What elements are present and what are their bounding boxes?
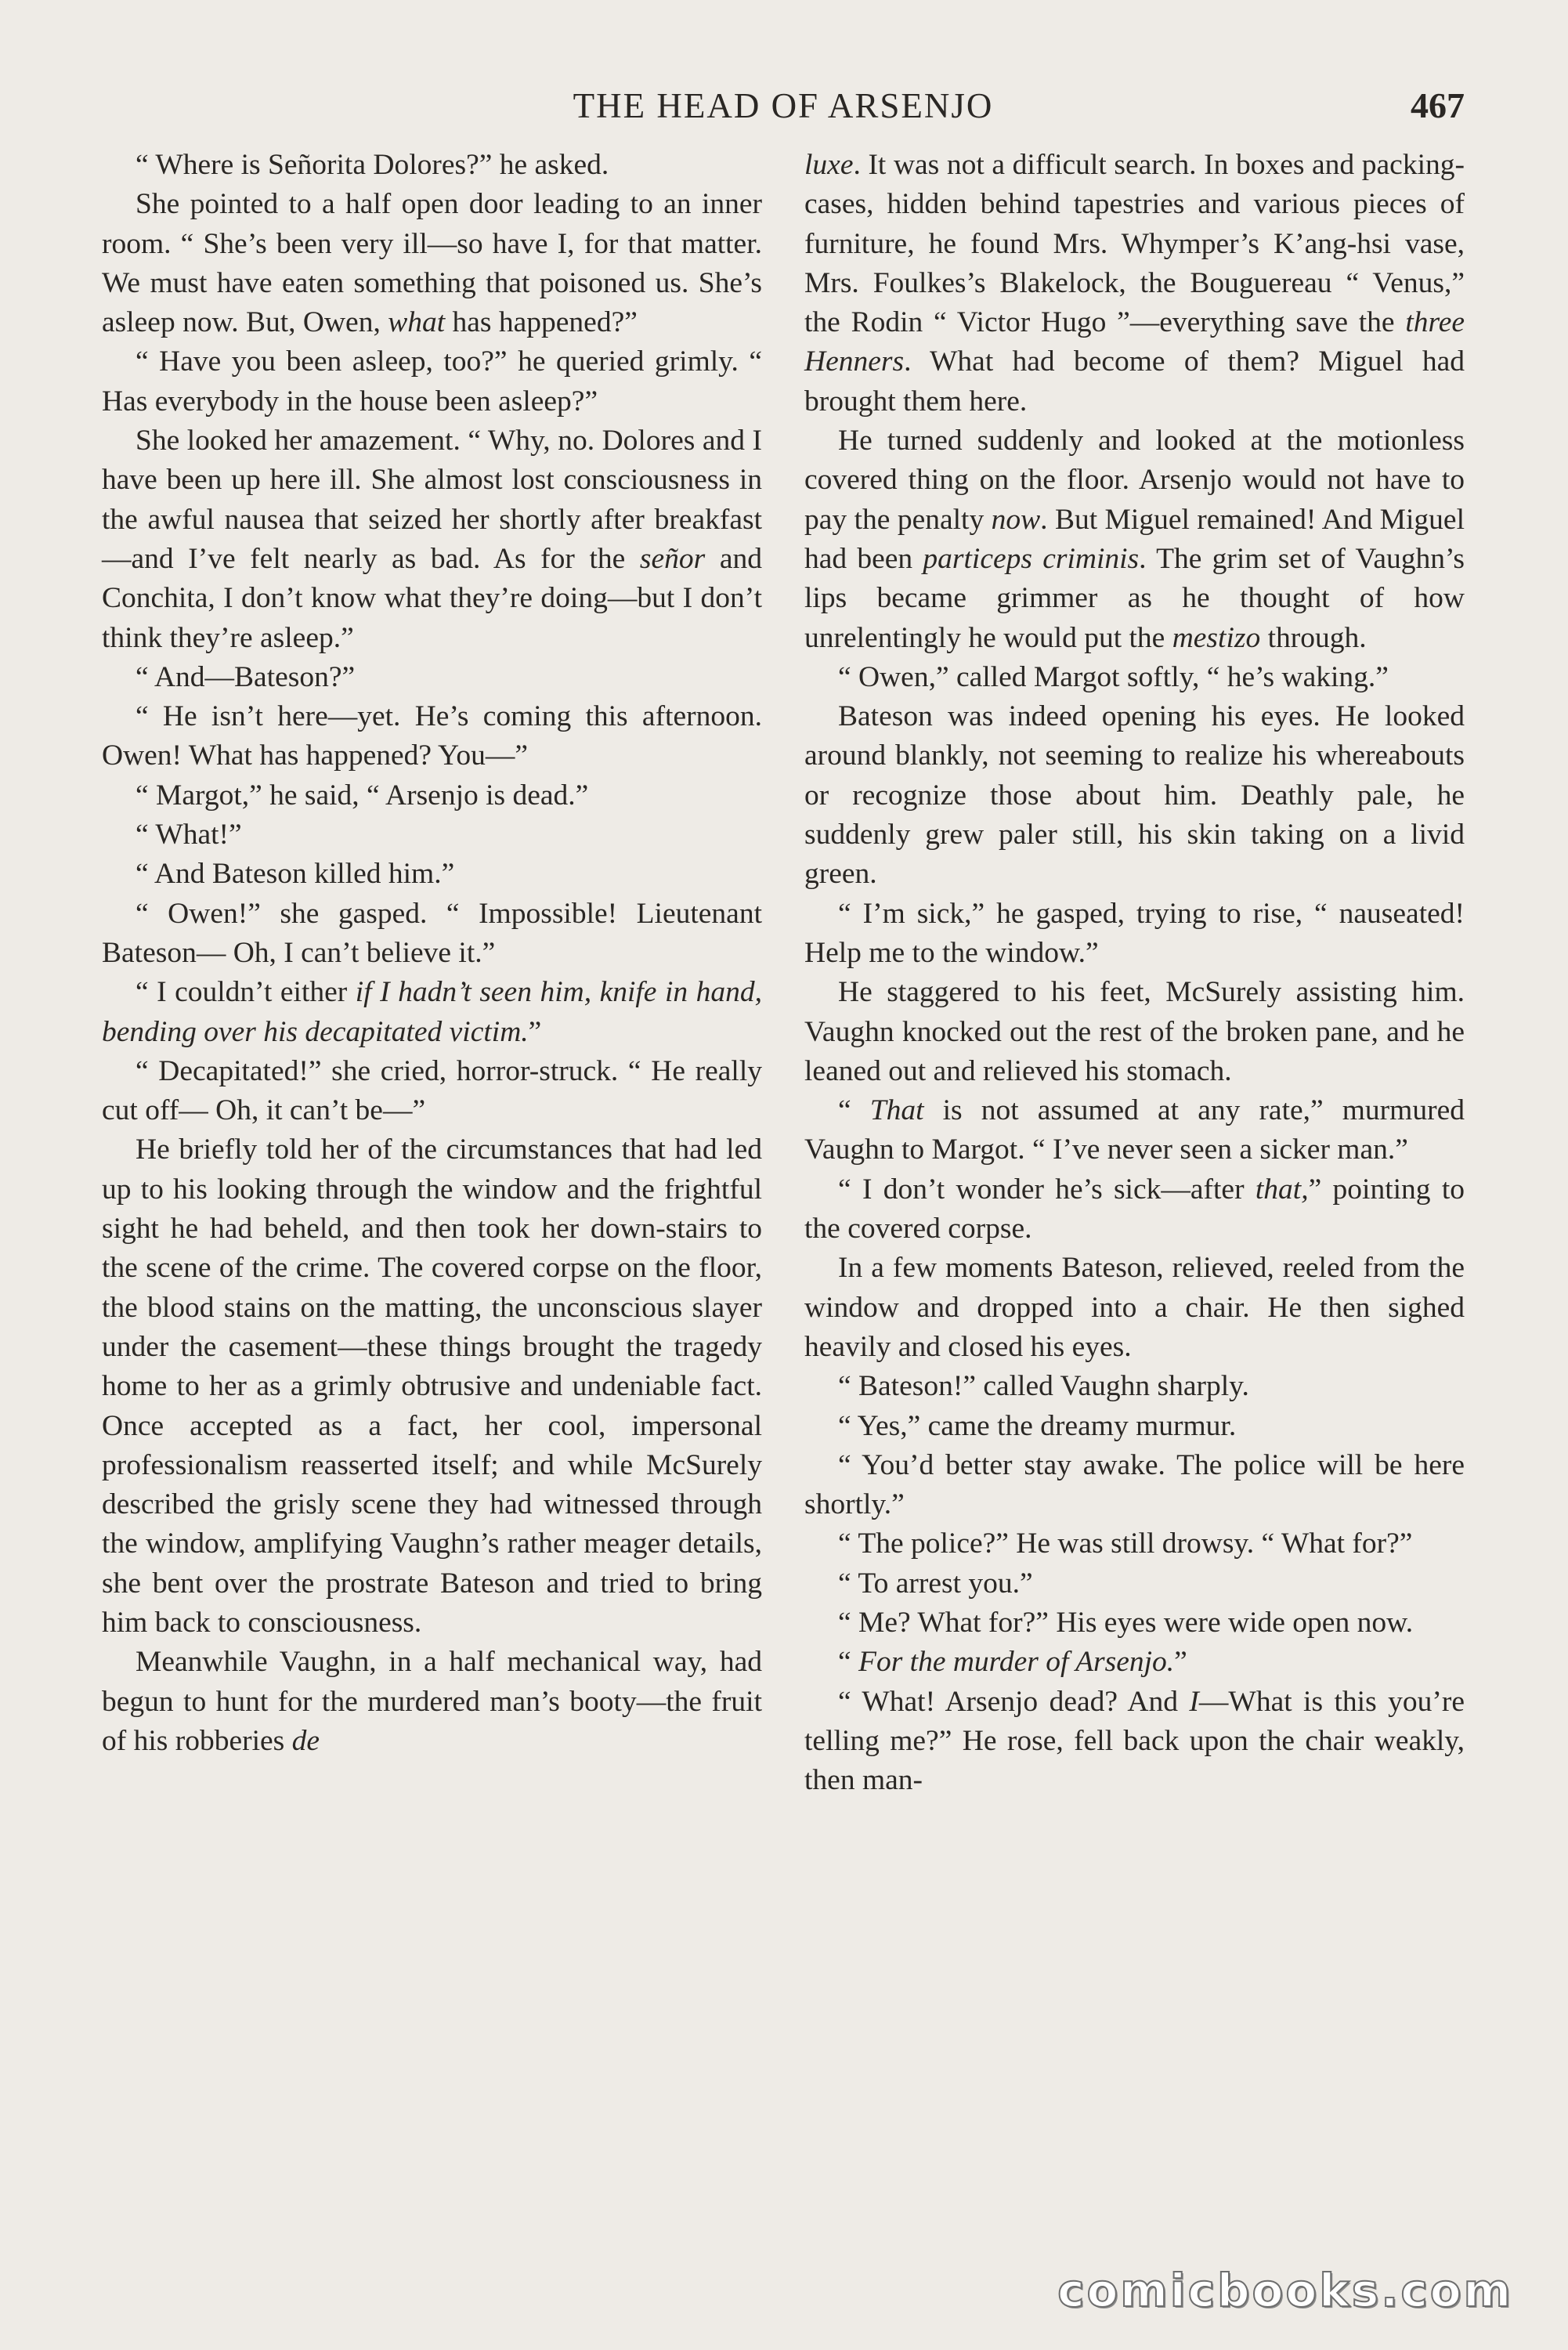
- paragraph: [804, 1367, 1465, 1406]
- watermark-logo: comicbooks.com: [1057, 2264, 1513, 2317]
- italic-text: luxe: [804, 149, 854, 181]
- text-run: and Conchita, I don’t know what they’re doing—but I don’t think they’re asleep.”: [102, 542, 762, 654]
- paragraph: [102, 895, 762, 974]
- text-run: has happened?”: [445, 306, 638, 339]
- text-run: He briefly told her of the circumstances that had led up to his looking through the window and the frightful sight he had beheld, and then took her down-stairs to the scene of the crime. The covered corpse on the floor, the blood stains on the matting, the unconscious slayer under the casement—these things brought the tragedy home to her as a grimly obtrusive and undeniable fact. Once accepted as a fact, her cool, impersonal professionalism reasserted itself; and while McSurely described the grisly scene they had witnessed through the window, amplifying Vaughn’s rather meager details, she bent over the prostrate Bateson and tried to bring him back to consciousness.: [102, 1133, 762, 1639]
- text-run: “ Margot,” he said, “ Arsenjo is dead.”: [135, 779, 589, 812]
- text-run: “ Decapitated!” she cried, horror-struck. “ He really cut off— Oh, it can’t be—”: [102, 1054, 762, 1127]
- text-run: ”: [528, 1015, 542, 1048]
- text-run: Meanwhile Vaughn, in a half mechanical way, had begun to hunt for the murdered man’s booty—the fruit of his robberies: [102, 1646, 762, 1757]
- paragraph: [102, 973, 762, 1052]
- text-run: “: [838, 1094, 870, 1127]
- text-run: ” pointing to the covered corpse.: [804, 1173, 1465, 1246]
- text-run: ”: [1174, 1646, 1187, 1679]
- paragraph: [804, 1249, 1465, 1367]
- paragraph: [102, 815, 762, 855]
- text-run: Bateson was indeed opening his eyes. He looked around blankly, not seeming to realize his whereabouts or recognize those about him. Deathly pale, he suddenly grew paler still, his skin taking on a livid green.: [804, 700, 1465, 891]
- paragraph: [804, 658, 1465, 697]
- paragraph: [804, 1446, 1465, 1525]
- paragraph: [804, 1407, 1465, 1446]
- italic-text: now: [991, 503, 1041, 536]
- paragraph: [804, 1524, 1465, 1564]
- paragraph: [102, 697, 762, 776]
- text-run: “ Owen,” called Margot softly, “ he’s waking.”: [838, 660, 1389, 693]
- paragraph: [804, 1564, 1465, 1603]
- text-run: “ What! Arsenjo dead? And: [838, 1685, 1190, 1718]
- paragraph: [804, 1091, 1465, 1170]
- page-header: [102, 78, 1465, 133]
- text-run: In a few moments Bateson, relieved, reeled from the window and dropped into a chair. He then sighed heavily and closed his eyes.: [804, 1252, 1465, 1363]
- text-run: “: [838, 1646, 859, 1679]
- text-run: is not assumed at any rate,” murmured Vaughn to Margot. “ I’ve never seen a sicker man.”: [804, 1094, 1465, 1166]
- paragraph: [102, 776, 762, 815]
- paragraph: [102, 185, 762, 342]
- text-run: “ I don’t wonder he’s sick—after: [838, 1173, 1255, 1206]
- text-run: “ Where is Señorita Dolores?” he asked.: [135, 149, 609, 181]
- text-run: . But Miguel remained! And Miguel had been: [804, 503, 1465, 575]
- text-run: He turned suddenly and looked at the motionless covered thing on the floor. Arsenjo would not have to pay the penalty: [804, 425, 1465, 536]
- italic-text: I: [1189, 1685, 1199, 1718]
- text-run: “ What!”: [135, 819, 242, 851]
- italic-text: what: [388, 306, 446, 339]
- italic-text: that,: [1255, 1173, 1309, 1206]
- paragraph: [102, 658, 762, 697]
- paragraph: [102, 855, 762, 894]
- text-run: . What had become of them? Miguel had brought them here.: [804, 345, 1465, 418]
- text-columns: [102, 146, 1465, 2276]
- paragraph: [804, 146, 1465, 421]
- text-run: She pointed to a half open door leading to an inner room. “ She’s been very ill—so have I, for that matter. We must have eaten something that poisoned us. She’s asleep now. But, Owen,: [102, 188, 762, 339]
- paragraph: [102, 146, 762, 185]
- paragraph: [102, 421, 762, 658]
- page-number: 467: [1411, 85, 1465, 125]
- text-run: “ Owen!” she gasped. “ Impossible! Lieutenant Bateson— Oh, I can’t believe it.”: [102, 897, 762, 969]
- italic-text: if I hadn’t seen him, knife in hand, bending over his decapitated victim.: [102, 976, 762, 1048]
- text-run: “ The police?” He was still drowsy. “ What for?”: [838, 1528, 1413, 1560]
- text-run: “ Have you been asleep, too?” he queried grimly. “ Has everybody in the house been asleep?”: [102, 345, 762, 418]
- italic-text: mestizo: [1172, 621, 1261, 654]
- text-run: “ And—Bateson?”: [135, 660, 356, 693]
- running-title: THE HEAD OF ARSENJO: [573, 86, 994, 125]
- text-run: “ Yes,” came the dreamy murmur.: [838, 1409, 1237, 1442]
- text-run: . The grim set of Vaughn’s lips became grimmer as he thought of how unrelentingly he would put the: [804, 542, 1465, 654]
- italic-text: señor: [639, 542, 706, 575]
- paragraph: [804, 895, 1465, 974]
- text-run: “ I couldn’t either: [135, 976, 356, 1009]
- text-run: —What is this you’re telling me?” He rose, fell back upon the chair weakly, then man-: [804, 1685, 1465, 1797]
- paragraph: [804, 1683, 1465, 1801]
- italic-text: three Henners: [804, 306, 1465, 378]
- text-run: “ You’d better stay awake. The police will be here shortly.”: [804, 1448, 1465, 1521]
- paragraph: [804, 1170, 1465, 1249]
- text-run: He staggered to his feet, McSurely assisting him. Vaughn knocked out the rest of the broken pane, and he leaned out and relieved his stomach.: [804, 976, 1465, 1087]
- italic-text: particeps criminis: [923, 542, 1140, 575]
- italic-text: That: [869, 1094, 924, 1127]
- text-run: through.: [1260, 621, 1367, 654]
- italic-text: For the murder of Arsenjo.: [858, 1646, 1175, 1679]
- paragraph: [804, 1643, 1465, 1682]
- paragraph: [102, 342, 762, 421]
- text-run: “ I’m sick,” he gasped, trying to rise, “ nauseated! Help me to the window.”: [804, 897, 1465, 969]
- left-column: [102, 146, 762, 2276]
- text-run: She looked her amazement. “ Why, no. Dolores and I have been up here ill. She almost lost consciousness in the awful nausea that seized her shortly after breakfast —and I’ve felt nearly as bad. As for the: [102, 425, 762, 575]
- text-run: “ And Bateson killed him.”: [135, 858, 455, 891]
- paragraph: [102, 1643, 762, 1761]
- right-column: [804, 146, 1465, 2276]
- italic-text: de: [291, 1724, 320, 1757]
- text-run: “ Bateson!” called Vaughn sharply.: [838, 1370, 1249, 1403]
- paragraph: [804, 1603, 1465, 1643]
- text-run: “ To arrest you.”: [838, 1567, 1033, 1600]
- text-run: . It was not a difficult search. In boxes and packing-cases, hidden behind tapestries and various pieces of furniture, he found Mrs. Whymper’s K’ang-hsi vase, Mrs. Foulkes’s Blakelock, the Bouguereau “ Venus,” the Rodin “ Victor Hugo ”—everything save the: [804, 149, 1465, 339]
- paragraph: [804, 973, 1465, 1091]
- paragraph: [102, 1052, 762, 1131]
- text-run: “ Me? What for?” His eyes were wide open now.: [838, 1606, 1414, 1639]
- paragraph: [804, 697, 1465, 894]
- paragraph: [804, 421, 1465, 658]
- text-run: “ He isn’t here—yet. He’s coming this afternoon. Owen! What has happened? You—”: [102, 700, 762, 772]
- paragraph: [102, 1130, 762, 1643]
